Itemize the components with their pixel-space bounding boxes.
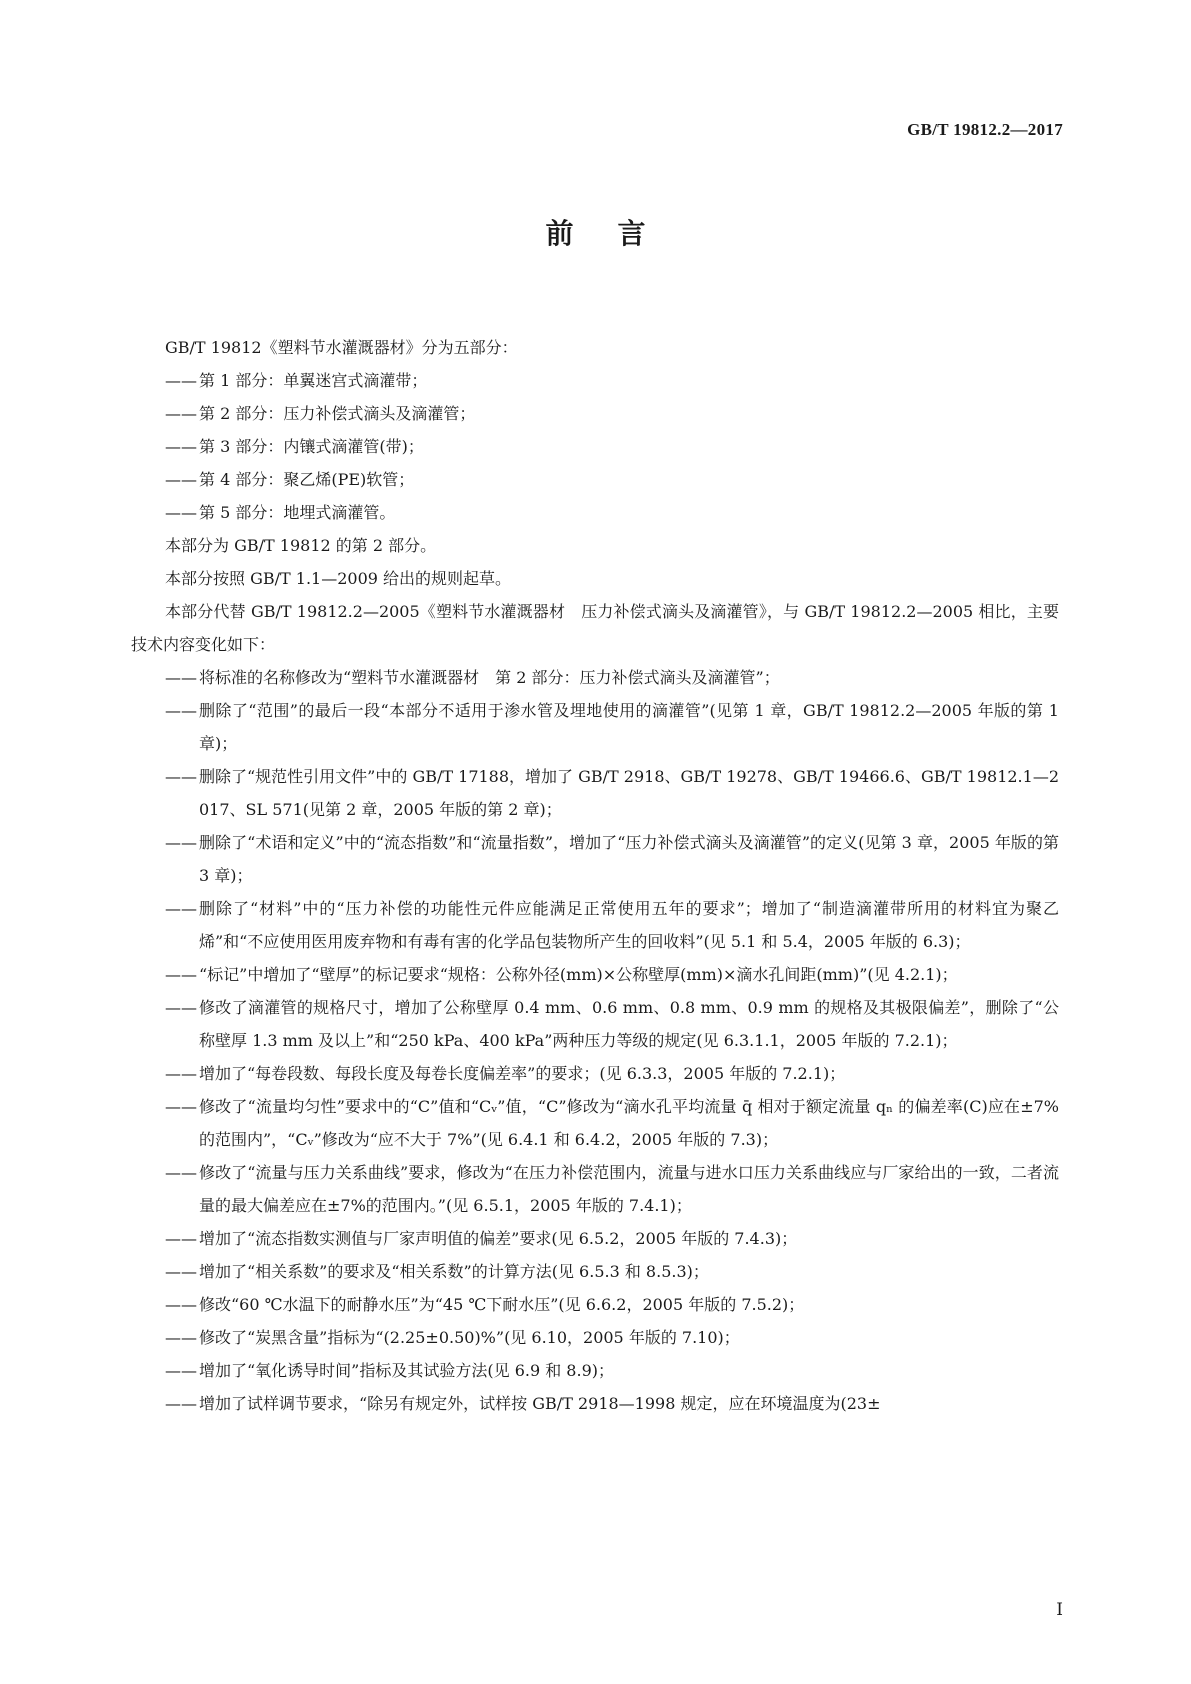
list-item [131,1156,1059,1222]
dash-marker: —— [165,404,197,423]
dash-marker: —— [165,965,197,984]
list-item [131,1090,1059,1156]
list-item [131,661,1059,694]
change-text: 增加了试样调节要求，“除另有规定外，试样按 GB/T 2918—1998 规定，应在环境温度为(23± [199,1394,881,1413]
list-item [131,364,1059,397]
part-text: 第 5 部分：地埋式滴灌管。 [199,503,396,522]
dash-marker: —— [165,899,197,918]
dash-marker: —— [165,833,197,852]
page-number: I [1056,1600,1063,1620]
change-text: “标记”中增加了“壁厚”的标记要求“规格：公称外径(mm)×公称壁厚(mm)×滴水孔间距(mm)”(见 4.2.1)； [199,965,958,984]
dash-marker: —— [165,1361,197,1380]
change-text: 增加了“流态指数实测值与厂家声明值的偏差”要求(见 6.5.2，2005 年版的 7.4.3)； [199,1229,798,1248]
list-item [131,1387,1059,1420]
list-item [131,1255,1059,1288]
change-text: 修改“60 ℃水温下的耐静水压”为“45 ℃下耐水压”(见 6.6.2，2005 年版的 7.5.2)； [199,1295,805,1314]
list-item [131,892,1059,958]
change-text: 删除了“规范性引用文件”中的 GB/T 17188，增加了 GB/T 2918、GB/T 19278、GB/T 19466.6、GB/T 19812.1—2017、SL 571(见第 2 章，2005 年版的第 2 章)； [199,767,1059,819]
dash-marker: —— [165,1295,197,1314]
dash-marker: —— [165,437,197,456]
list-item [131,991,1059,1057]
change-text: 增加了“相关系数”的要求及“相关系数”的计算方法(见 6.5.3 和 8.5.3)； [199,1262,709,1281]
change-text: 增加了“每卷段数、每段长度及每卷长度偏差率”的要求；(见 6.3.3，2005 年版的 7.2.1)； [199,1064,846,1083]
list-item [131,430,1059,463]
list-item [131,958,1059,991]
dash-marker: —— [165,470,197,489]
list-item [131,496,1059,529]
dash-marker: —— [165,503,197,522]
dash-marker: —— [165,1262,197,1281]
list-item [131,1057,1059,1090]
intro-paragraph: GB/T 19812《塑料节水灌溉器材》分为五部分： [165,338,518,357]
list-item [131,826,1059,892]
change-text: 删除了“范围”的最后一段“本部分不适用于渗水管及埋地使用的滴灌管”(见第 1 章，GB/T 19812.2—2005 年版的第 1 章)； [199,701,1059,753]
dash-marker: —— [165,1064,197,1083]
part-text: 第 1 部分：单翼迷宫式滴灌带； [199,371,428,390]
statement-paragraph: 本部分代替 GB/T 19812.2—2005《塑料节水灌溉器材 压力补偿式滴头及滴灌管》，与 GB/T 19812.2—2005 相比，主要技术内容变化如下： [131,602,1059,654]
standard-code: GB/T 19812.2—2017 [907,120,1063,139]
change-text: 修改了“流量与压力关系曲线”要求，修改为“在压力补偿范围内，流量与进水口压力关系曲线应与厂家给出的一致，二者流量的最大偏差应在±7%的范围内。”(见 6.5.1，2005 年版的 7.4.1)； [199,1163,1059,1215]
list-item [131,1354,1059,1387]
list-item [131,463,1059,496]
list-item [131,1288,1059,1321]
dash-marker: —— [165,998,197,1017]
list-item [131,1222,1059,1255]
dash-marker: —— [165,1163,197,1182]
dash-marker: —— [165,1394,197,1413]
change-text: 将标准的名称修改为“塑料节水灌溉器材 第 2 部分：压力补偿式滴头及滴灌管”； [199,668,780,687]
statement-paragraph: 本部分按照 GB/T 1.1—2009 给出的规则起草。 [165,569,512,588]
part-text: 第 2 部分：压力补偿式滴头及滴灌管； [199,404,476,423]
change-text: 修改了滴灌管的规格尺寸，增加了公称壁厚 0.4 mm、0.6 mm、0.8 mm、0.9 mm 的规格及其极限偏差”，删除了“公称壁厚 1.3 mm 及以上”和“250 kPa、400 kPa”两种压力等级的规定(见 6.3.1.1，2005 年版的 7.2.1)； [199,998,1059,1050]
change-text: 删除了“材料”中的“压力补偿的功能性元件应能满足正常使用五年的要求”；增加了“制造滴灌带所用的材料宜为聚乙烯”和“不应使用医用废弃物和有毒有害的化学品包装物所产生的回收料”(见 5.1 和 5.4，2005 年版的 6.3)； [199,899,1059,951]
change-text: 增加了“氧化诱导时间”指标及其试验方法(见 6.9 和 8.9)； [199,1361,614,1380]
dash-marker: —— [165,701,197,720]
change-text: 修改了“流量均匀性”要求中的“C”值和“Cᵥ”值，“C”修改为“滴水孔平均流量 q̄ 相对于额定流量 qₙ 的偏差率(C)应在±7%的范围内”，“Cᵥ”修改为“应不大于 7%”(见 6.4.1 和 6.4.2，2005 年版的 7.3)； [199,1097,1059,1149]
dash-marker: —— [165,371,197,390]
change-text: 修改了“炭黑含量”指标为“(2.25±0.50)%”(见 6.10，2005 年版的 7.10)； [199,1328,740,1347]
list-item [131,760,1059,826]
dash-marker: —— [165,1229,197,1248]
list-item [131,1321,1059,1354]
change-text: 删除了“术语和定义”中的“流态指数”和“流量指数”，增加了“压力补偿式滴头及滴灌管”的定义(见第 3 章，2005 年版的第 3 章)； [199,833,1059,885]
list-item [131,694,1059,760]
dash-marker: —— [165,1328,197,1347]
dash-marker: —— [165,668,197,687]
dash-marker: —— [165,767,197,786]
part-text: 第 3 部分：内镶式滴灌管(带)； [199,437,424,456]
list-item [131,397,1059,430]
dash-marker: —— [165,1097,197,1116]
document-body [131,331,1059,1420]
page-title: 前言 [545,217,690,250]
statement-paragraph: 本部分为 GB/T 19812 的第 2 部分。 [165,536,437,555]
part-text: 第 4 部分：聚乙烯(PE)软管； [199,470,415,489]
